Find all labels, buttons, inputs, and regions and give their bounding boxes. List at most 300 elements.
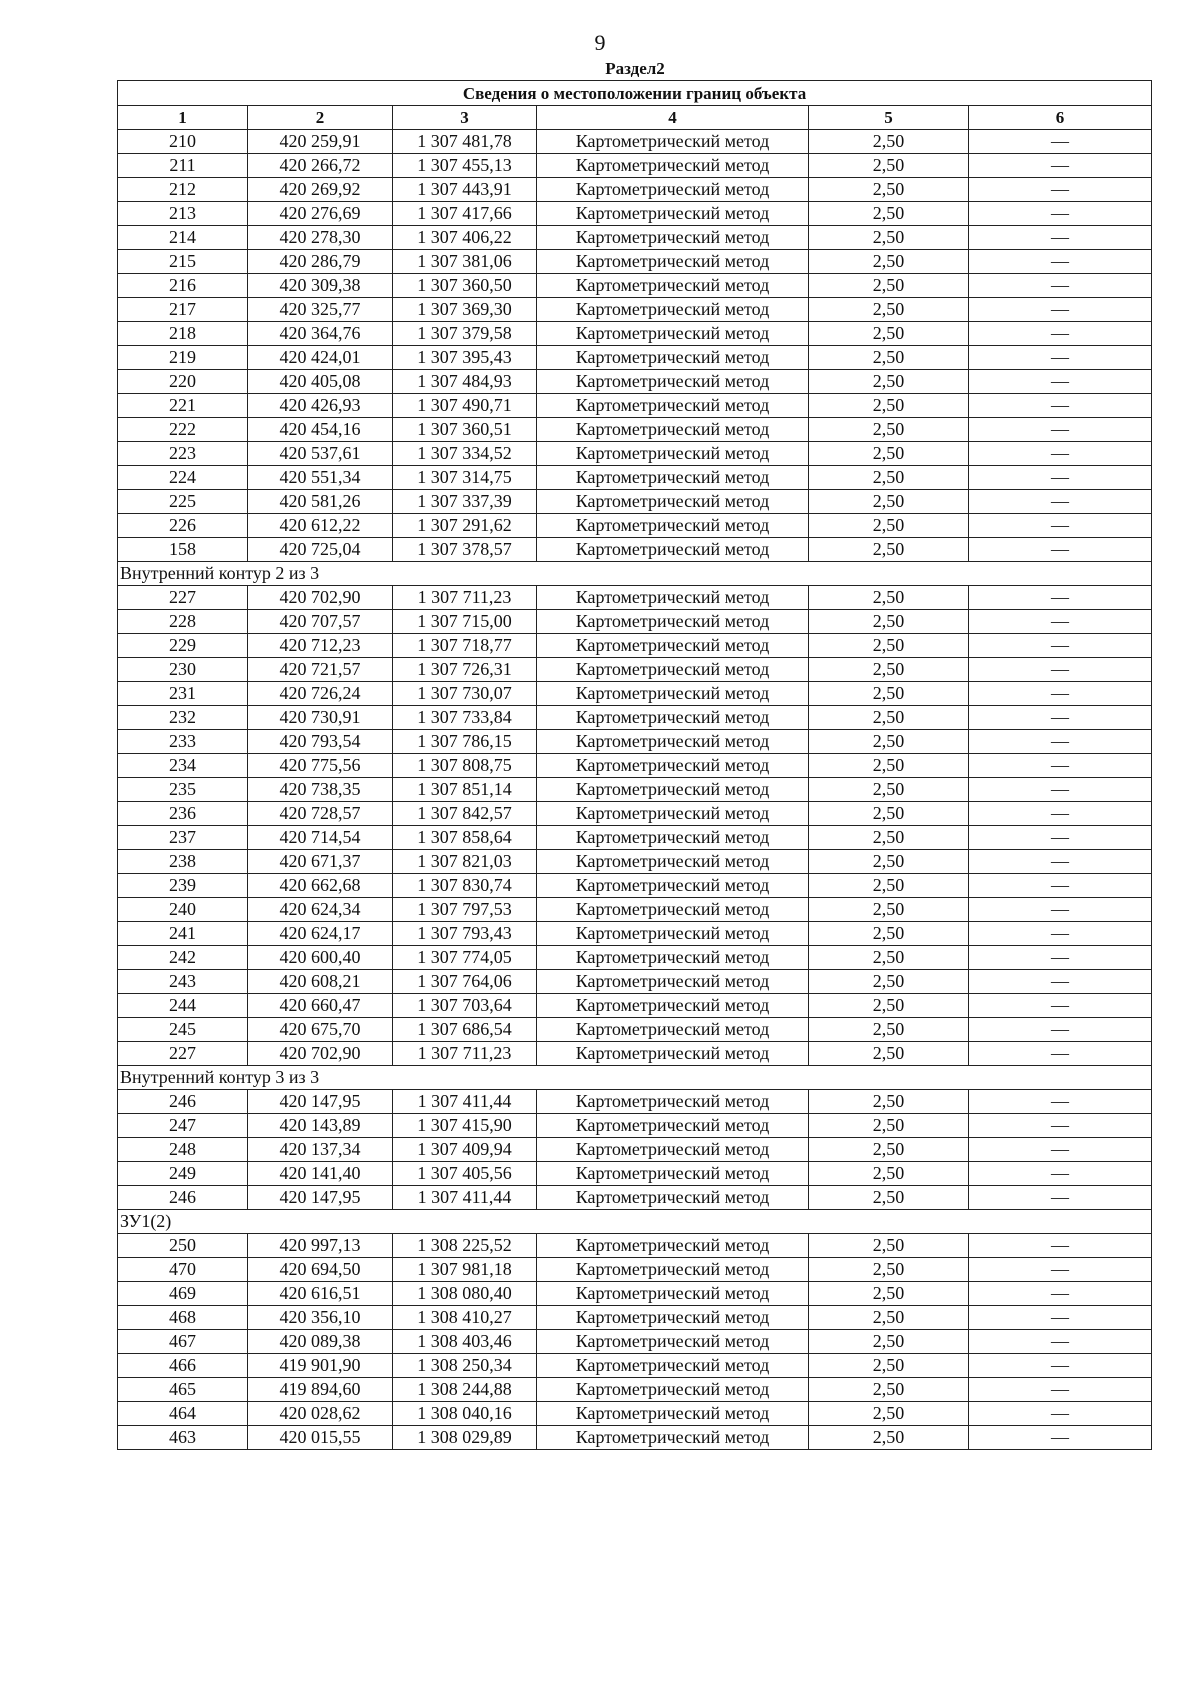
column-header: 2	[248, 106, 393, 130]
method-cell: Картометрический метод	[537, 1354, 809, 1378]
accuracy-cell: 2,50	[809, 730, 969, 754]
y-coordinate-cell: 1 308 080,40	[393, 1282, 537, 1306]
accuracy-cell: 2,50	[809, 874, 969, 898]
table-row	[118, 1162, 1152, 1186]
method-cell: Картометрический метод	[537, 1162, 809, 1186]
table-row	[118, 370, 1152, 394]
x-coordinate-cell: 420 028,62	[248, 1402, 393, 1426]
description-cell: —	[969, 1330, 1152, 1354]
method-cell: Картометрический метод	[537, 1258, 809, 1282]
method-cell: Картометрический метод	[537, 1330, 809, 1354]
accuracy-cell: 2,50	[809, 1306, 969, 1330]
point-number-cell: 243	[118, 970, 248, 994]
y-coordinate-cell: 1 307 711,23	[393, 1042, 537, 1066]
table-title: Сведения о местоположении границ объекта	[118, 81, 1152, 106]
x-coordinate-cell: 420 537,61	[248, 442, 393, 466]
table-row	[118, 1258, 1152, 1282]
accuracy-cell: 2,50	[809, 298, 969, 322]
method-cell: Картометрический метод	[537, 586, 809, 610]
table-row	[118, 1402, 1152, 1426]
point-number-cell: 463	[118, 1426, 248, 1450]
y-coordinate-cell: 1 307 703,64	[393, 994, 537, 1018]
method-cell: Картометрический метод	[537, 202, 809, 226]
accuracy-cell: 2,50	[809, 538, 969, 562]
method-cell: Картометрический метод	[537, 706, 809, 730]
description-cell: —	[969, 442, 1152, 466]
description-cell: —	[969, 706, 1152, 730]
point-number-cell: 227	[118, 1042, 248, 1066]
x-coordinate-cell: 420 286,79	[248, 250, 393, 274]
y-coordinate-cell: 1 308 403,46	[393, 1330, 537, 1354]
method-cell: Картометрический метод	[537, 826, 809, 850]
table-row	[118, 154, 1152, 178]
y-coordinate-cell: 1 307 686,54	[393, 1018, 537, 1042]
table-row	[118, 946, 1152, 970]
y-coordinate-cell: 1 307 334,52	[393, 442, 537, 466]
point-number-cell: 242	[118, 946, 248, 970]
accuracy-cell: 2,50	[809, 610, 969, 634]
table-row	[118, 226, 1152, 250]
y-coordinate-cell: 1 308 410,27	[393, 1306, 537, 1330]
description-cell: —	[969, 1426, 1152, 1450]
point-number-cell: 468	[118, 1306, 248, 1330]
point-number-cell: 218	[118, 322, 248, 346]
description-cell: —	[969, 1186, 1152, 1210]
x-coordinate-cell: 420 424,01	[248, 346, 393, 370]
point-number-cell: 236	[118, 802, 248, 826]
y-coordinate-cell: 1 307 718,77	[393, 634, 537, 658]
table-row	[118, 658, 1152, 682]
y-coordinate-cell: 1 307 830,74	[393, 874, 537, 898]
x-coordinate-cell: 420 325,77	[248, 298, 393, 322]
description-cell: —	[969, 898, 1152, 922]
x-coordinate-cell: 420 600,40	[248, 946, 393, 970]
accuracy-cell: 2,50	[809, 850, 969, 874]
y-coordinate-cell: 1 307 851,14	[393, 778, 537, 802]
x-coordinate-cell: 420 269,92	[248, 178, 393, 202]
y-coordinate-cell: 1 307 337,39	[393, 490, 537, 514]
description-cell: —	[969, 538, 1152, 562]
description-cell: —	[969, 274, 1152, 298]
accuracy-cell: 2,50	[809, 226, 969, 250]
method-cell: Картометрический метод	[537, 682, 809, 706]
y-coordinate-cell: 1 307 793,43	[393, 922, 537, 946]
accuracy-cell: 2,50	[809, 658, 969, 682]
method-cell: Картометрический метод	[537, 274, 809, 298]
description-cell: —	[969, 1282, 1152, 1306]
x-coordinate-cell: 420 793,54	[248, 730, 393, 754]
table-row	[118, 682, 1152, 706]
description-cell: —	[969, 682, 1152, 706]
y-coordinate-cell: 1 307 378,57	[393, 538, 537, 562]
accuracy-cell: 2,50	[809, 1138, 969, 1162]
x-coordinate-cell: 420 714,54	[248, 826, 393, 850]
point-number-cell: 225	[118, 490, 248, 514]
table-row	[118, 1330, 1152, 1354]
accuracy-cell: 2,50	[809, 946, 969, 970]
x-coordinate-cell: 420 276,69	[248, 202, 393, 226]
point-number-cell: 234	[118, 754, 248, 778]
x-coordinate-cell: 420 266,72	[248, 154, 393, 178]
table-row	[118, 1114, 1152, 1138]
x-coordinate-cell: 420 141,40	[248, 1162, 393, 1186]
accuracy-cell: 2,50	[809, 1282, 969, 1306]
point-number-cell: 220	[118, 370, 248, 394]
accuracy-cell: 2,50	[809, 1162, 969, 1186]
point-number-cell: 233	[118, 730, 248, 754]
contour-group-row	[118, 1066, 1152, 1090]
point-number-cell: 217	[118, 298, 248, 322]
accuracy-cell: 2,50	[809, 1402, 969, 1426]
x-coordinate-cell: 420 015,55	[248, 1426, 393, 1450]
method-cell: Картометрический метод	[537, 778, 809, 802]
contour-group-row	[118, 562, 1152, 586]
description-cell: —	[969, 1018, 1152, 1042]
method-cell: Картометрический метод	[537, 418, 809, 442]
description-cell: —	[969, 730, 1152, 754]
y-coordinate-cell: 1 308 225,52	[393, 1234, 537, 1258]
accuracy-cell: 2,50	[809, 1018, 969, 1042]
y-coordinate-cell: 1 307 406,22	[393, 226, 537, 250]
x-coordinate-cell: 420 728,57	[248, 802, 393, 826]
method-cell: Картометрический метод	[537, 154, 809, 178]
table-row	[118, 1138, 1152, 1162]
point-number-cell: 244	[118, 994, 248, 1018]
table-row	[118, 1354, 1152, 1378]
column-header: 4	[537, 106, 809, 130]
accuracy-cell: 2,50	[809, 1378, 969, 1402]
description-cell: —	[969, 1354, 1152, 1378]
accuracy-cell: 2,50	[809, 1090, 969, 1114]
accuracy-cell: 2,50	[809, 1354, 969, 1378]
description-cell: —	[969, 250, 1152, 274]
accuracy-cell: 2,50	[809, 346, 969, 370]
description-cell: —	[969, 874, 1152, 898]
y-coordinate-cell: 1 308 244,88	[393, 1378, 537, 1402]
y-coordinate-cell: 1 307 481,78	[393, 130, 537, 154]
table-row	[118, 922, 1152, 946]
accuracy-cell: 2,50	[809, 130, 969, 154]
description-cell: —	[969, 226, 1152, 250]
y-coordinate-cell: 1 308 040,16	[393, 1402, 537, 1426]
method-cell: Картометрический метод	[537, 466, 809, 490]
y-coordinate-cell: 1 307 381,06	[393, 250, 537, 274]
method-cell: Картометрический метод	[537, 946, 809, 970]
y-coordinate-cell: 1 307 730,07	[393, 682, 537, 706]
description-cell: —	[969, 322, 1152, 346]
accuracy-cell: 2,50	[809, 394, 969, 418]
x-coordinate-cell: 420 730,91	[248, 706, 393, 730]
point-number-cell: 237	[118, 826, 248, 850]
table-row	[118, 274, 1152, 298]
point-number-cell: 466	[118, 1354, 248, 1378]
description-cell: —	[969, 346, 1152, 370]
description-cell: —	[969, 514, 1152, 538]
table-row	[118, 994, 1152, 1018]
table-row	[118, 1042, 1152, 1066]
table-row	[118, 490, 1152, 514]
x-coordinate-cell: 420 702,90	[248, 1042, 393, 1066]
description-cell: —	[969, 298, 1152, 322]
accuracy-cell: 2,50	[809, 1258, 969, 1282]
method-cell: Картометрический метод	[537, 874, 809, 898]
table-row	[118, 130, 1152, 154]
column-header: 5	[809, 106, 969, 130]
y-coordinate-cell: 1 307 411,44	[393, 1090, 537, 1114]
x-coordinate-cell: 420 147,95	[248, 1186, 393, 1210]
x-coordinate-cell: 420 702,90	[248, 586, 393, 610]
y-coordinate-cell: 1 307 484,93	[393, 370, 537, 394]
accuracy-cell: 2,50	[809, 970, 969, 994]
description-cell: —	[969, 922, 1152, 946]
accuracy-cell: 2,50	[809, 442, 969, 466]
description-cell: —	[969, 370, 1152, 394]
table-row	[118, 346, 1152, 370]
accuracy-cell: 2,50	[809, 922, 969, 946]
table-row	[118, 1018, 1152, 1042]
table-row	[118, 730, 1152, 754]
table-row	[118, 442, 1152, 466]
column-header: 3	[393, 106, 537, 130]
accuracy-cell: 2,50	[809, 586, 969, 610]
point-number-cell: 224	[118, 466, 248, 490]
y-coordinate-cell: 1 307 360,51	[393, 418, 537, 442]
accuracy-cell: 2,50	[809, 826, 969, 850]
accuracy-cell: 2,50	[809, 802, 969, 826]
accuracy-cell: 2,50	[809, 154, 969, 178]
description-cell: —	[969, 754, 1152, 778]
point-number-cell: 250	[118, 1234, 248, 1258]
x-coordinate-cell: 420 259,91	[248, 130, 393, 154]
table-row	[118, 1282, 1152, 1306]
x-coordinate-cell: 420 089,38	[248, 1330, 393, 1354]
point-number-cell: 245	[118, 1018, 248, 1042]
y-coordinate-cell: 1 307 786,15	[393, 730, 537, 754]
description-cell: —	[969, 850, 1152, 874]
description-cell: —	[969, 1138, 1152, 1162]
y-coordinate-cell: 1 307 417,66	[393, 202, 537, 226]
column-header: 6	[969, 106, 1152, 130]
point-number-cell: 246	[118, 1186, 248, 1210]
contour-label: Внутренний контур 2 из 3	[118, 562, 1152, 586]
accuracy-cell: 2,50	[809, 490, 969, 514]
y-coordinate-cell: 1 307 490,71	[393, 394, 537, 418]
x-coordinate-cell: 420 775,56	[248, 754, 393, 778]
point-number-cell: 465	[118, 1378, 248, 1402]
x-coordinate-cell: 420 675,70	[248, 1018, 393, 1042]
method-cell: Картометрический метод	[537, 346, 809, 370]
accuracy-cell: 2,50	[809, 682, 969, 706]
description-cell: —	[969, 658, 1152, 682]
method-cell: Картометрический метод	[537, 610, 809, 634]
y-coordinate-cell: 1 307 726,31	[393, 658, 537, 682]
accuracy-cell: 2,50	[809, 898, 969, 922]
description-cell: —	[969, 178, 1152, 202]
y-coordinate-cell: 1 307 409,94	[393, 1138, 537, 1162]
y-coordinate-cell: 1 307 314,75	[393, 466, 537, 490]
table-row	[118, 250, 1152, 274]
method-cell: Картометрический метод	[537, 922, 809, 946]
y-coordinate-cell: 1 307 797,53	[393, 898, 537, 922]
description-cell: —	[969, 946, 1152, 970]
description-cell: —	[969, 154, 1152, 178]
method-cell: Картометрический метод	[537, 490, 809, 514]
point-number-cell: 219	[118, 346, 248, 370]
table-row	[118, 706, 1152, 730]
accuracy-cell: 2,50	[809, 1426, 969, 1450]
table-row	[118, 1306, 1152, 1330]
y-coordinate-cell: 1 307 808,75	[393, 754, 537, 778]
description-cell: —	[969, 202, 1152, 226]
description-cell: —	[969, 610, 1152, 634]
x-coordinate-cell: 420 426,93	[248, 394, 393, 418]
x-coordinate-cell: 420 707,57	[248, 610, 393, 634]
x-coordinate-cell: 420 694,50	[248, 1258, 393, 1282]
table-row	[118, 874, 1152, 898]
point-number-cell: 223	[118, 442, 248, 466]
accuracy-cell: 2,50	[809, 1330, 969, 1354]
description-cell: —	[969, 634, 1152, 658]
method-cell: Картометрический метод	[537, 322, 809, 346]
description-cell: —	[969, 802, 1152, 826]
method-cell: Картометрический метод	[537, 442, 809, 466]
method-cell: Картометрический метод	[537, 226, 809, 250]
contour-label: Внутренний контур 3 из 3	[118, 1066, 1152, 1090]
point-number-cell: 246	[118, 1090, 248, 1114]
method-cell: Картометрический метод	[537, 730, 809, 754]
x-coordinate-cell: 420 147,95	[248, 1090, 393, 1114]
accuracy-cell: 2,50	[809, 322, 969, 346]
x-coordinate-cell: 420 612,22	[248, 514, 393, 538]
method-cell: Картометрический метод	[537, 658, 809, 682]
table-row	[118, 1090, 1152, 1114]
description-cell: —	[969, 826, 1152, 850]
method-cell: Картометрический метод	[537, 802, 809, 826]
y-coordinate-cell: 1 307 981,18	[393, 1258, 537, 1282]
point-number-cell: 229	[118, 634, 248, 658]
y-coordinate-cell: 1 307 360,50	[393, 274, 537, 298]
table-row	[118, 778, 1152, 802]
point-number-cell: 232	[118, 706, 248, 730]
accuracy-cell: 2,50	[809, 418, 969, 442]
accuracy-cell: 2,50	[809, 1042, 969, 1066]
column-header-row	[118, 106, 1152, 130]
point-number-cell: 464	[118, 1402, 248, 1426]
point-number-cell: 210	[118, 130, 248, 154]
point-number-cell: 470	[118, 1258, 248, 1282]
method-cell: Картометрический метод	[537, 1282, 809, 1306]
point-number-cell: 238	[118, 850, 248, 874]
point-number-cell: 158	[118, 538, 248, 562]
description-cell: —	[969, 1042, 1152, 1066]
x-coordinate-cell: 420 997,13	[248, 1234, 393, 1258]
description-cell: —	[969, 394, 1152, 418]
method-cell: Картометрический метод	[537, 514, 809, 538]
table-row	[118, 634, 1152, 658]
y-coordinate-cell: 1 307 858,64	[393, 826, 537, 850]
y-coordinate-cell: 1 307 733,84	[393, 706, 537, 730]
x-coordinate-cell: 420 405,08	[248, 370, 393, 394]
x-coordinate-cell: 420 624,34	[248, 898, 393, 922]
description-cell: —	[969, 418, 1152, 442]
table-row	[118, 394, 1152, 418]
x-coordinate-cell: 420 356,10	[248, 1306, 393, 1330]
y-coordinate-cell: 1 307 291,62	[393, 514, 537, 538]
table-row	[118, 586, 1152, 610]
point-number-cell: 249	[118, 1162, 248, 1186]
point-number-cell: 212	[118, 178, 248, 202]
accuracy-cell: 2,50	[809, 514, 969, 538]
accuracy-cell: 2,50	[809, 1114, 969, 1138]
point-number-cell: 467	[118, 1330, 248, 1354]
description-cell: —	[969, 1258, 1152, 1282]
table-row	[118, 754, 1152, 778]
description-cell: —	[969, 466, 1152, 490]
method-cell: Картометрический метод	[537, 1018, 809, 1042]
section-title: Раздел2	[605, 59, 665, 78]
method-cell: Картометрический метод	[537, 178, 809, 202]
point-number-cell: 221	[118, 394, 248, 418]
method-cell: Картометрический метод	[537, 394, 809, 418]
y-coordinate-cell: 1 307 411,44	[393, 1186, 537, 1210]
method-cell: Картометрический метод	[537, 1114, 809, 1138]
x-coordinate-cell: 420 608,21	[248, 970, 393, 994]
method-cell: Картометрический метод	[537, 1378, 809, 1402]
point-number-cell: 241	[118, 922, 248, 946]
point-number-cell: 214	[118, 226, 248, 250]
x-coordinate-cell: 420 662,68	[248, 874, 393, 898]
accuracy-cell: 2,50	[809, 250, 969, 274]
point-number-cell: 247	[118, 1114, 248, 1138]
description-cell: —	[969, 1306, 1152, 1330]
contour-group-row	[118, 1210, 1152, 1234]
table-row	[118, 514, 1152, 538]
y-coordinate-cell: 1 308 250,34	[393, 1354, 537, 1378]
table-row	[118, 898, 1152, 922]
method-cell: Картометрический метод	[537, 1090, 809, 1114]
y-coordinate-cell: 1 307 415,90	[393, 1114, 537, 1138]
point-number-cell: 226	[118, 514, 248, 538]
y-coordinate-cell: 1 307 455,13	[393, 154, 537, 178]
table-row	[118, 466, 1152, 490]
description-cell: —	[969, 994, 1152, 1018]
boundary-coordinates-table	[117, 80, 1152, 1450]
y-coordinate-cell: 1 307 764,06	[393, 970, 537, 994]
table-row	[118, 322, 1152, 346]
accuracy-cell: 2,50	[809, 202, 969, 226]
description-cell: —	[969, 1402, 1152, 1426]
table-row	[118, 826, 1152, 850]
y-coordinate-cell: 1 308 029,89	[393, 1426, 537, 1450]
y-coordinate-cell: 1 307 774,05	[393, 946, 537, 970]
x-coordinate-cell: 420 660,47	[248, 994, 393, 1018]
y-coordinate-cell: 1 307 405,56	[393, 1162, 537, 1186]
table-row	[118, 202, 1152, 226]
method-cell: Картометрический метод	[537, 994, 809, 1018]
table-row	[118, 610, 1152, 634]
accuracy-cell: 2,50	[809, 1234, 969, 1258]
x-coordinate-cell: 420 581,26	[248, 490, 393, 514]
x-coordinate-cell: 420 738,35	[248, 778, 393, 802]
accuracy-cell: 2,50	[809, 178, 969, 202]
method-cell: Картометрический метод	[537, 538, 809, 562]
point-number-cell: 231	[118, 682, 248, 706]
x-coordinate-cell: 420 278,30	[248, 226, 393, 250]
y-coordinate-cell: 1 307 821,03	[393, 850, 537, 874]
x-coordinate-cell: 420 309,38	[248, 274, 393, 298]
point-number-cell: 222	[118, 418, 248, 442]
method-cell: Картометрический метод	[537, 1306, 809, 1330]
